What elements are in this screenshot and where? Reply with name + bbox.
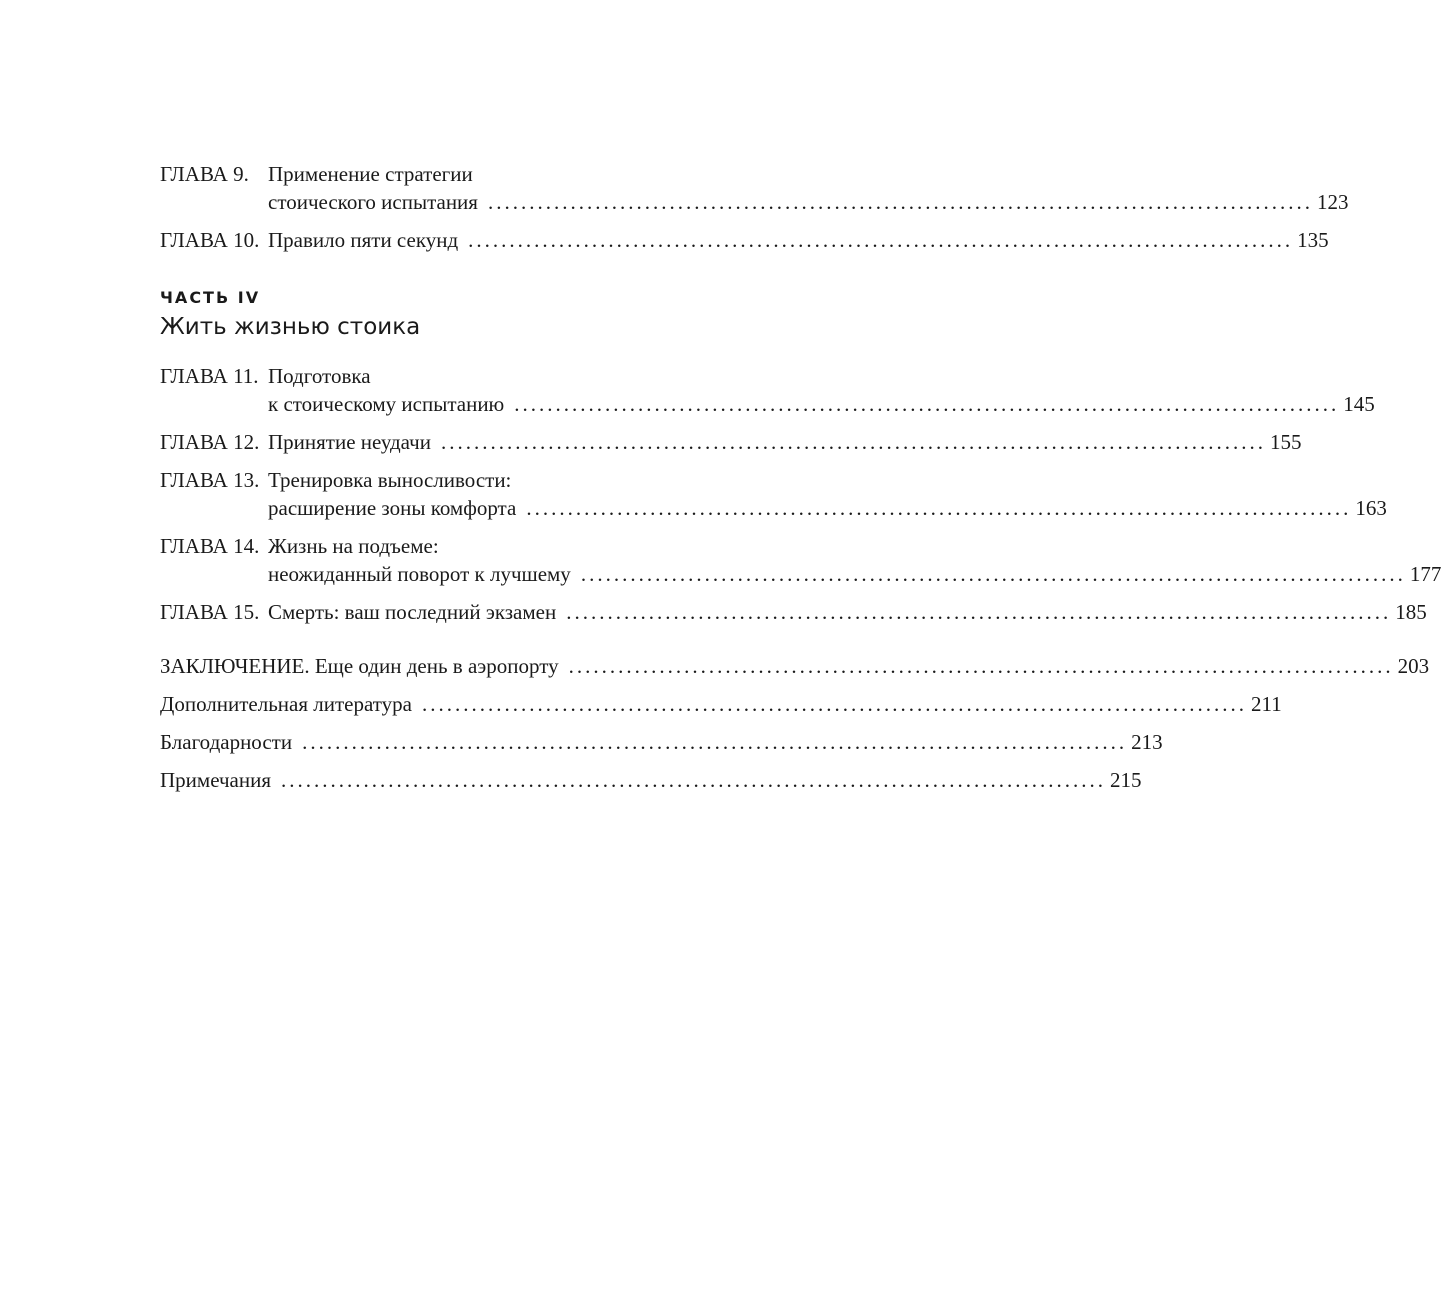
toc-entry-chapter-14[interactable] [160,532,1441,588]
chapter-title: Применение стратегии [268,162,473,186]
dot-leader: .................................................................................................... [302,730,1128,754]
section-title: Благодарности [160,730,293,754]
part-label: ЧАСТЬ IV [160,288,261,307]
toc-entry-notes[interactable] [160,766,1142,794]
toc-entry-chapter-15[interactable] [160,598,1427,626]
page-number: 185 [1395,600,1427,624]
chapter-number: ГЛАВА 11. [160,364,259,388]
toc-entry-chapter-10[interactable] [160,226,1329,254]
page-number: 215 [1110,768,1142,792]
chapter-number: ГЛАВА 13. [160,468,260,492]
dot-leader: .................................................................................................... [421,692,1247,716]
chapter-number: ГЛАВА 9. [160,162,249,186]
section-title: ЗАКЛЮЧЕНИЕ. Еще один день в аэропорту [160,654,559,678]
chapter-title: Подготовка [268,364,371,388]
toc-entry-chapter-12[interactable] [160,428,1302,456]
part-title: Жить жизнью стоика [160,314,421,340]
toc-entry-conclusion[interactable] [160,652,1430,680]
chapter-title: Жизнь на подъеме: [268,534,439,558]
dot-leader: .................................................................................................... [281,768,1107,792]
chapter-title: Смерть: ваш последний экзамен [268,600,557,624]
page-number: 213 [1131,730,1163,754]
chapter-title: Тренировка выносливости: [268,468,512,492]
chapter-title-continued: стоического испытания [268,190,478,214]
dot-leader: .................................................................................................... [514,392,1340,416]
page-number: 211 [1250,692,1282,716]
chapter-title-continued: к стоическому испытанию [268,392,505,416]
toc-entry-chapter-9[interactable] [160,160,1349,216]
dot-leader: .................................................................................................... [580,562,1406,586]
dot-leader: .................................................................................................... [526,496,1352,520]
page-number: 145 [1343,392,1375,416]
page-number: 203 [1397,654,1430,678]
section-title: Примечания [160,768,272,792]
chapter-title: Принятие неудачи [268,430,431,454]
dot-leader: .................................................................................................... [468,228,1294,252]
page-number: 123 [1316,190,1349,214]
section-title: Дополнительная литература [160,692,412,716]
toc-entry-chapter-11[interactable] [160,362,1375,418]
chapter-number: ГЛАВА 15. [160,600,260,624]
toc-entry-acknowledgements[interactable] [160,728,1163,756]
chapter-number: ГЛАВА 14. [160,534,260,558]
page-number: 155 [1269,430,1302,454]
chapter-title-continued: расширение зоны комфорта [268,496,517,520]
page-number: 135 [1297,228,1329,252]
toc-entry-further-reading[interactable] [160,690,1282,718]
dot-leader: .................................................................................................... [487,190,1313,214]
chapter-number: ГЛАВА 12. [160,430,260,454]
dot-leader: .................................................................................................... [566,600,1392,624]
dot-leader: .................................................................................................... [440,430,1266,454]
chapter-title-continued: неожиданный поворот к лучшему [268,562,571,586]
toc-entry-chapter-13[interactable] [160,466,1387,522]
table-of-contents [160,160,1441,794]
page-number: 177 [1409,562,1441,586]
chapter-number: ГЛАВА 10. [160,228,260,252]
page-number: 163 [1355,496,1387,520]
dot-leader: .................................................................................................... [568,654,1394,678]
chapter-title: Правило пяти секунд [268,228,459,252]
